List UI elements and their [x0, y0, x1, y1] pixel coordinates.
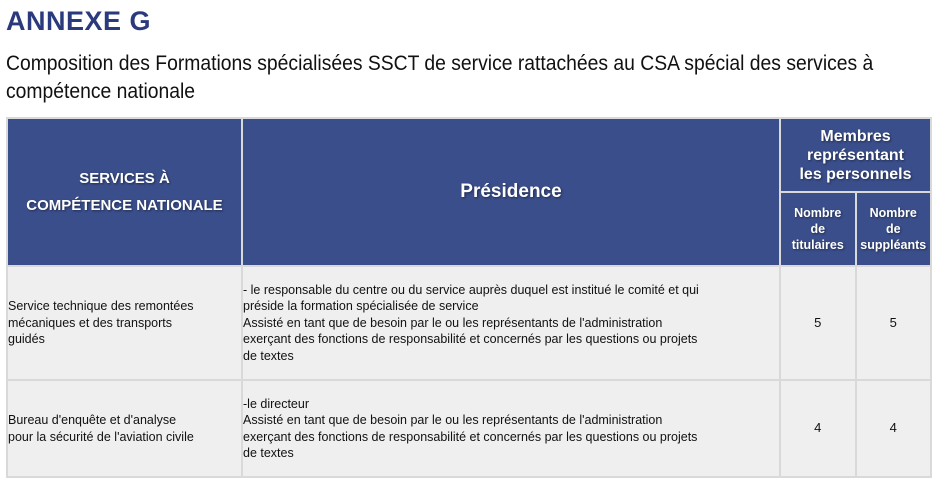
- presidence-cell: [242, 380, 780, 477]
- presidence-line: -le directeur: [243, 396, 309, 411]
- header-members-line-1: Membres: [820, 127, 891, 145]
- service-line: Bureau d'enquête et d'analyse: [8, 413, 177, 427]
- header-suppleants-line-2: de: [885, 222, 901, 236]
- subtitle-line-2: compétence nationale: [6, 80, 196, 103]
- header-presidence: Présidence: [242, 118, 780, 266]
- annex-title: ANNEXE G: [6, 6, 152, 36]
- presidence-line: de textes: [243, 446, 294, 460]
- presidence-line: exerçant des fonctions de responsabilité et concernés par les questions ou projets: [243, 429, 698, 444]
- service-line: Service technique des remontées: [8, 299, 194, 314]
- presidence-line: Assisté en tant que de besoin par le ou les représentants de l'administration: [243, 315, 663, 330]
- service-line: pour la sécurité de l'aviation civile: [8, 429, 194, 444]
- service-line: guidés: [8, 332, 45, 347]
- titulaires-count: 4: [780, 380, 856, 477]
- table-row: [7, 380, 931, 477]
- presidence-line: Assisté en tant que de besoin par le ou les représentants de l'administration: [243, 413, 663, 427]
- service-line: mécaniques et des transports: [8, 315, 172, 330]
- header-titulaires-line-1: Nombre: [794, 206, 842, 220]
- header-members: [780, 118, 931, 192]
- suppleants-count: 5: [856, 266, 932, 380]
- composition-table: [6, 117, 932, 478]
- header-members-line-3: les personnels: [799, 165, 912, 183]
- presidence-line: de textes: [243, 348, 294, 363]
- presidence-line: préside la formation spécialisée de service: [243, 299, 479, 314]
- header-services: [7, 118, 242, 266]
- header-suppleants: [856, 192, 932, 266]
- titulaires-count: 5: [780, 266, 856, 380]
- presidence-cell: [242, 266, 780, 380]
- header-titulaires: [780, 192, 856, 266]
- header-titulaires-line-3: titulaires: [791, 238, 844, 252]
- service-name-cell: [7, 266, 242, 380]
- service-name-cell: [7, 380, 242, 477]
- header-services-line-2: COMPÉTENCE NATIONALE: [26, 197, 223, 214]
- header-titulaires-line-2: de: [810, 222, 826, 236]
- table-row: [7, 266, 931, 380]
- presidence-line: - le responsable du centre ou du service auprès duquel est institué le comité et qui: [243, 282, 699, 297]
- header-services-line-1: SERVICES À: [79, 170, 170, 187]
- header-suppleants-line-1: Nombre: [869, 206, 917, 220]
- header-suppleants-line-3: suppléants: [860, 238, 927, 252]
- subtitle-line-1: Composition des Formations spécialisées SSCT de service rattachées au CSA spécial des services à: [6, 52, 874, 75]
- document-subtitle: [6, 50, 874, 106]
- header-members-line-2: représentant: [807, 146, 904, 164]
- presidence-line: exerçant des fonctions de responsabilité et concernés par les questions ou projets: [243, 332, 698, 347]
- suppleants-count: 4: [856, 380, 932, 477]
